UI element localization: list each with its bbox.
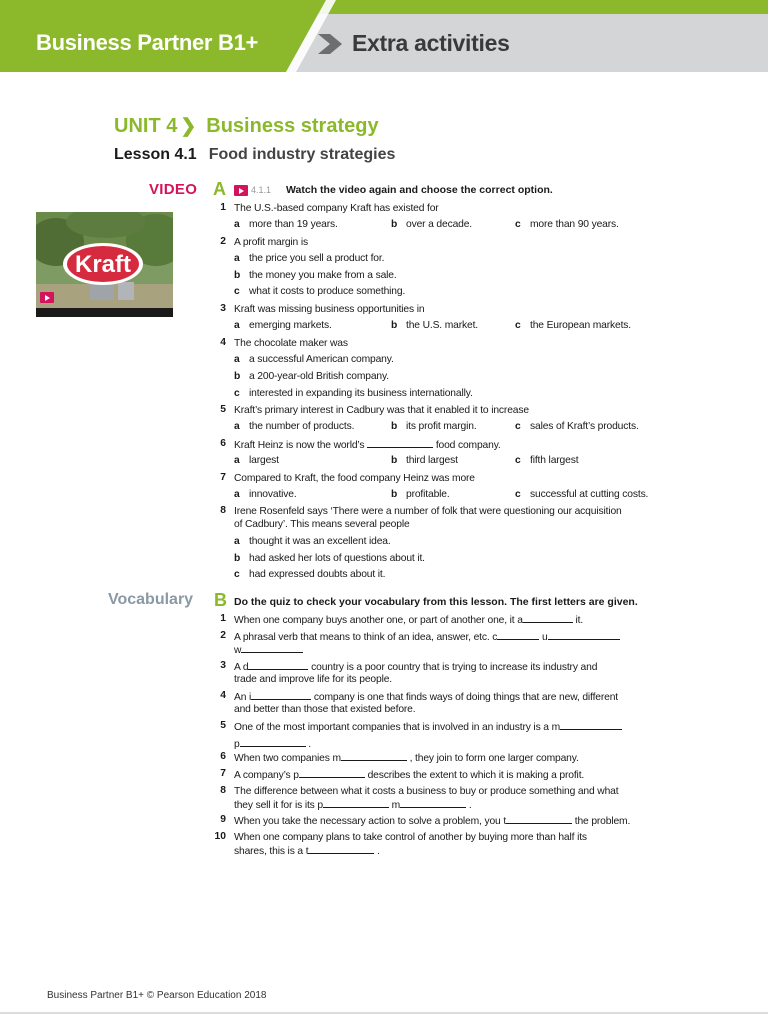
vocab-text: m <box>391 800 401 811</box>
option-letter: c <box>234 388 240 399</box>
option-c[interactable] <box>234 388 473 399</box>
option-b[interactable] <box>391 421 477 432</box>
vocab-text: w <box>234 645 242 656</box>
footer-divider <box>0 1012 768 1014</box>
option-b[interactable] <box>234 270 397 281</box>
option-b[interactable] <box>391 219 472 230</box>
option-letter: b <box>391 421 398 432</box>
play-icon[interactable] <box>234 185 248 196</box>
answer-blank[interactable] <box>241 643 303 653</box>
video-thumbnail-scene <box>36 212 173 317</box>
option-letter: a <box>234 219 240 230</box>
question-text: A profit margin is <box>234 237 308 248</box>
footer-copyright: Business Partner B1+ © Pearson Education 2018 <box>47 990 267 1001</box>
question-number: 6 <box>220 438 226 449</box>
option-c[interactable] <box>515 489 648 500</box>
option-b[interactable] <box>391 320 478 331</box>
question-text: Kraft’s primary interest in Cadbury was that it enabled it to increase <box>234 405 529 416</box>
option-letter: c <box>515 455 521 466</box>
vocab-text: When two companies m <box>234 753 341 764</box>
answer-blank[interactable] <box>341 751 407 761</box>
option-text: a 200-year-old British company. <box>249 371 389 382</box>
question-number: 4 <box>220 337 226 348</box>
option-text: successful at cutting costs. <box>530 489 649 500</box>
option-text: a successful American company. <box>249 354 394 365</box>
option-letter: b <box>234 371 241 382</box>
vocab-text: shares, this is a t <box>234 846 309 857</box>
exercise-letter-b: B <box>214 590 227 610</box>
vocab-text: A d <box>234 662 249 673</box>
exercise-b-instruction: Do the quiz to check your vocabulary from this lesson. The first letters are given. <box>234 596 638 608</box>
vocab-line <box>234 643 674 657</box>
option-letter: a <box>234 320 240 331</box>
vocab-item-number: 4 <box>220 690 226 701</box>
exercise-letter-a: A <box>213 179 226 199</box>
option-letter: b <box>234 270 241 281</box>
option-letter: c <box>515 320 521 331</box>
vocab-text: u <box>542 632 548 643</box>
question-text: food company. <box>435 440 501 451</box>
option-b[interactable] <box>391 489 450 500</box>
vocab-text: the problem. <box>574 816 631 827</box>
question-blank[interactable] <box>367 438 433 448</box>
vocab-line <box>234 768 674 782</box>
vocab-line <box>234 785 674 798</box>
vocab-line <box>234 703 674 716</box>
vocab-text: A company’s p <box>234 770 299 781</box>
answer-blank[interactable] <box>497 630 539 640</box>
unit-heading <box>114 115 379 138</box>
vocab-line <box>234 751 674 765</box>
vocab-text: company is one that finds ways of doing things that are new, different <box>313 692 619 703</box>
option-text: had expressed doubts about it. <box>249 569 386 580</box>
vocab-line <box>234 831 674 844</box>
option-letter: c <box>234 286 240 297</box>
option-letter: a <box>234 489 240 500</box>
option-text: fifth largest <box>530 455 579 466</box>
option-letter: b <box>391 219 398 230</box>
option-letter: c <box>515 219 521 230</box>
vocab-text: , they join to form one larger company. <box>409 753 579 764</box>
question-stem <box>234 472 674 485</box>
option-text: its profit margin. <box>406 421 477 432</box>
vocab-line <box>234 673 674 686</box>
vocab-text: they sell it for is its p <box>234 800 323 811</box>
vocab-line <box>234 660 674 674</box>
option-c[interactable] <box>515 421 639 432</box>
option-letter: b <box>234 553 241 564</box>
exercise-a-instruction: Watch the video again and choose the correct option. <box>286 184 553 196</box>
option-a[interactable] <box>234 320 332 331</box>
option-letter: a <box>234 253 240 264</box>
option-text: largest <box>249 455 279 466</box>
question-text-line: of Cadbury’. This means several people <box>234 519 410 530</box>
option-text: over a decade. <box>406 219 473 230</box>
question-number: 8 <box>220 505 226 516</box>
option-text: more than 90 years. <box>530 219 619 230</box>
option-b[interactable] <box>234 371 389 382</box>
vocab-text: trade and improve life for its people. <box>234 674 392 685</box>
answer-blank[interactable] <box>299 768 365 778</box>
vocab-text: . <box>308 739 312 750</box>
option-c[interactable] <box>515 219 619 230</box>
vocab-item-number: 5 <box>220 720 226 731</box>
vocab-line <box>234 737 674 751</box>
vocab-item-number: 7 <box>220 768 226 779</box>
vocab-line <box>234 613 674 627</box>
question-number: 5 <box>220 404 226 415</box>
answer-blank[interactable] <box>323 798 389 808</box>
option-text: what it costs to produce something. <box>249 286 406 297</box>
question-stem <box>234 303 674 316</box>
question-stem <box>234 236 674 249</box>
vocab-item-number: 1 <box>220 613 226 624</box>
option-text: third largest <box>406 455 458 466</box>
option-a[interactable] <box>234 253 384 264</box>
unit-label: UNIT 4 <box>114 115 178 137</box>
vocabulary-section-label: Vocabulary <box>108 591 194 608</box>
vocab-text: When you take the necessary action to solve a problem, you t <box>234 816 507 827</box>
option-letter: b <box>391 489 398 500</box>
vocab-line <box>234 798 674 812</box>
option-c[interactable] <box>515 455 578 466</box>
answer-blank[interactable] <box>560 720 622 730</box>
vocab-text: When one company plans to take control of another by buying more than half its <box>234 832 587 843</box>
vocab-line <box>234 690 674 704</box>
option-letter: a <box>234 354 240 365</box>
option-letter: a <box>234 455 240 466</box>
option-text: more than 19 years. <box>249 219 338 230</box>
vocab-text: . <box>468 800 472 811</box>
vocab-text: An i <box>234 692 252 703</box>
option-text: had asked her lots of questions about it. <box>249 553 425 564</box>
option-text: innovative. <box>249 489 297 500</box>
option-a[interactable] <box>234 489 297 500</box>
answer-blank[interactable] <box>506 814 572 824</box>
option-letter: c <box>515 421 521 432</box>
option-a[interactable] <box>234 421 354 432</box>
chevron-right-icon: ❯ <box>180 116 197 137</box>
vocab-line <box>234 630 674 644</box>
vocab-item-number: 6 <box>220 751 226 762</box>
question-stem <box>234 337 674 350</box>
vocab-text: A phrasal verb that means to think of an idea, answer, etc. c <box>234 632 498 643</box>
video-section-label: VIDEO <box>149 181 198 198</box>
answer-blank[interactable] <box>523 613 573 623</box>
vocab-item-number: 3 <box>220 660 226 671</box>
lesson-heading <box>114 146 395 164</box>
vocab-text: . <box>377 846 380 857</box>
vocab-item-number: 9 <box>220 814 226 825</box>
option-c[interactable] <box>234 286 405 297</box>
option-text: profitable. <box>406 489 450 500</box>
option-letter: b <box>391 455 398 466</box>
answer-blank[interactable] <box>548 630 620 640</box>
vocab-text: describes the extent to which it is making a profit. <box>367 770 585 781</box>
header-banner <box>0 0 768 90</box>
vocab-text: One of the most important companies that is involved in an industry is a m <box>234 722 560 733</box>
option-text: interested in expanding its business internationally. <box>249 388 473 399</box>
question-number: 1 <box>220 202 226 213</box>
option-text: the money you make from a sale. <box>249 270 397 281</box>
option-a[interactable] <box>234 536 391 547</box>
thumbnail-logo-text: Kraft <box>74 251 132 278</box>
vocab-text: p <box>234 739 240 750</box>
question-text: Kraft was missing business opportunities in <box>234 304 425 315</box>
answer-blank[interactable] <box>248 660 308 670</box>
question-stem <box>234 404 674 417</box>
option-a[interactable] <box>234 455 279 466</box>
header-title: Business Partner B1+ <box>36 30 259 55</box>
question-text: Kraft Heinz is now the world’s <box>234 440 365 451</box>
vocab-item-number: 10 <box>214 831 226 842</box>
question-text: The chocolate maker was <box>234 338 348 349</box>
option-text: thought it was an excellent idea. <box>249 536 391 547</box>
option-letter: c <box>234 569 240 580</box>
question-text-line: Irene Rosenfeld says ‘There were a number of folk that were questioning our acquisition <box>234 506 622 517</box>
answer-blank[interactable] <box>400 798 466 808</box>
option-text: the number of products. <box>249 421 355 432</box>
lesson-title: Food industry strategies <box>208 146 396 163</box>
question-text: The U.S.-based company Kraft has existed for <box>234 203 439 214</box>
vocab-line <box>234 844 674 858</box>
option-letter: a <box>234 421 240 432</box>
option-b[interactable] <box>391 455 458 466</box>
video-thumbnail[interactable] <box>36 212 173 317</box>
vocab-line <box>234 814 674 828</box>
option-text: the European markets. <box>530 320 632 331</box>
question-stem <box>234 505 674 531</box>
vocab-text: it. <box>575 615 584 626</box>
option-a[interactable] <box>234 354 394 365</box>
lesson-number: Lesson 4.1 <box>114 146 197 163</box>
question-stem <box>234 438 674 452</box>
option-a[interactable] <box>234 219 338 230</box>
vocab-text: When one company buys another one, or part of another one, it a <box>234 615 523 626</box>
vocab-text: and better than those that existed before. <box>234 704 416 715</box>
thumbnail-play-icon[interactable] <box>40 292 54 303</box>
question-number: 7 <box>220 472 226 483</box>
answer-blank[interactable] <box>251 690 311 700</box>
question-number: 3 <box>220 303 226 314</box>
vocab-line <box>234 720 674 734</box>
vocab-item-number: 2 <box>220 630 226 641</box>
vocab-text: The difference between what it costs a business to buy or produce something and what <box>234 786 619 797</box>
answer-blank[interactable] <box>308 844 374 854</box>
answer-blank[interactable] <box>240 737 306 747</box>
question-number: 2 <box>220 236 226 247</box>
header-section: Extra activities <box>352 30 510 56</box>
option-text: emerging markets. <box>249 320 332 331</box>
option-b[interactable] <box>234 553 425 564</box>
option-text: sales of Kraft’s products. <box>530 421 639 432</box>
option-c[interactable] <box>234 569 385 580</box>
option-letter: a <box>234 536 240 547</box>
option-letter: c <box>515 489 521 500</box>
track-number: 4.1.1 <box>251 185 272 195</box>
question-stem <box>234 202 674 215</box>
option-letter: b <box>391 320 398 331</box>
unit-title: Business strategy <box>206 115 379 137</box>
question-text: Compared to Kraft, the food company Heinz was more <box>234 473 475 484</box>
option-text: the price you sell a product for. <box>249 253 385 264</box>
option-c[interactable] <box>515 320 631 331</box>
option-text: the U.S. market. <box>406 320 478 331</box>
vocab-text: country is a poor country that is trying to increase its industry and <box>311 662 598 673</box>
vocab-item-number: 8 <box>220 785 226 796</box>
